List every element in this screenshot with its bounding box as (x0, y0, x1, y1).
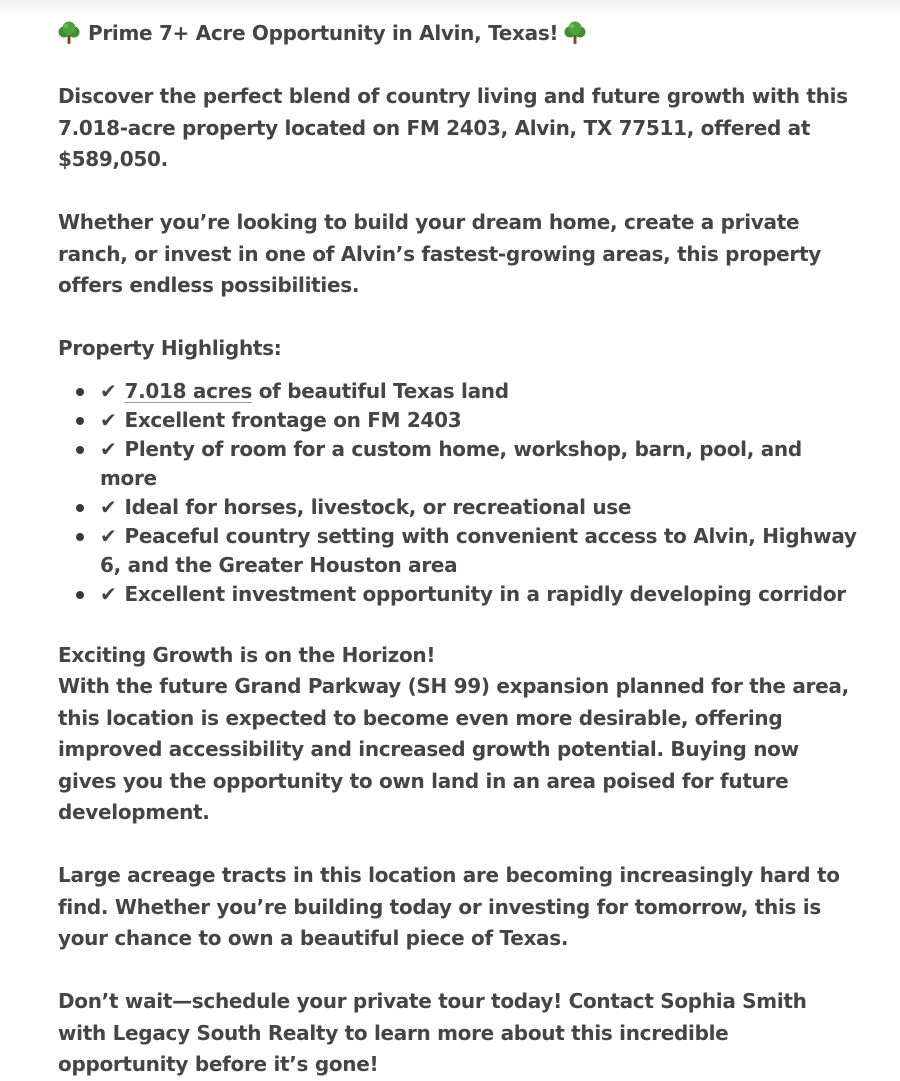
checkmark-icon: ✔ (100, 523, 117, 548)
checkmark-icon: ✔ (100, 581, 117, 606)
growth-paragraph: With the future Grand Parkway (SH 99) expansion planned for the area, this location is expected to become even more desirable, offering improved accessibility and increased growth potential. Buying now gives you the opportunity to own land in an area poised for future development. (58, 674, 849, 824)
list-item (58, 435, 858, 493)
acres-link[interactable]: 7.018 acres (124, 378, 253, 403)
bullet-dot-icon (76, 591, 84, 599)
acreage-paragraph: Large acreage tracts in this location are becoming increasingly hard to find. Whether you’re building today or investing for tomorrow, this is your chance to own a beautiful piece of Texas. (58, 863, 840, 950)
bullet-dot-icon (76, 446, 84, 454)
intro-paragraph: Discover the perfect blend of country living and future growth with this 7.018-acre property located on FM 2403, Alvin, TX 77511, offered at $589,050. (58, 84, 848, 171)
bullet-dot-icon (76, 504, 84, 512)
tree-emoji-icon (564, 21, 586, 45)
bullet-dot-icon (76, 388, 84, 396)
top-edge-shadow (0, 0, 900, 16)
listing-description (58, 18, 858, 1081)
checkmark-icon: ✔ (100, 494, 117, 519)
checkmark-icon: ✔ (100, 407, 117, 432)
list-item (58, 377, 858, 406)
highlights-list (58, 377, 858, 609)
list-item-text: Plenty of room for a custom home, workshop, barn, pool, and more (100, 436, 802, 490)
call-to-action-paragraph: Don’t wait—schedule your private tour today! Contact Sophia Smith with Legacy South Realty to learn more about this incredible opportunity before it’s gone! (58, 989, 807, 1076)
list-item-text: Excellent investment opportunity in a rapidly developing corridor (124, 581, 846, 606)
list-item-text: Excellent frontage on FM 2403 (124, 407, 462, 432)
checkmark-icon: ✔ (100, 378, 117, 403)
list-item-text: of beautiful Texas land (252, 378, 509, 403)
checkmark-icon: ✔ (100, 436, 117, 461)
tree-emoji-icon (58, 21, 80, 45)
list-item (58, 522, 858, 580)
highlights-heading: Property Highlights: (58, 336, 282, 360)
listing-title-text: Prime 7+ Acre Opportunity in Alvin, Texas! (88, 21, 559, 45)
growth-heading: Exciting Growth is on the Horizon! (58, 642, 436, 667)
bullet-dot-icon (76, 417, 84, 425)
list-item (58, 493, 858, 522)
list-item (58, 406, 858, 435)
list-item-text: Peaceful country setting with convenient access to Alvin, Highway 6, and the Greater Houston area (100, 523, 857, 577)
bullet-dot-icon (76, 533, 84, 541)
listing-title (58, 18, 858, 50)
list-item-text: Ideal for horses, livestock, or recreational use (124, 494, 632, 519)
list-item (58, 580, 858, 609)
possibilities-paragraph: Whether you’re looking to build your dream home, create a private ranch, or invest in one of Alvin’s fastest-growing areas, this property offers endless possibilities. (58, 210, 821, 297)
